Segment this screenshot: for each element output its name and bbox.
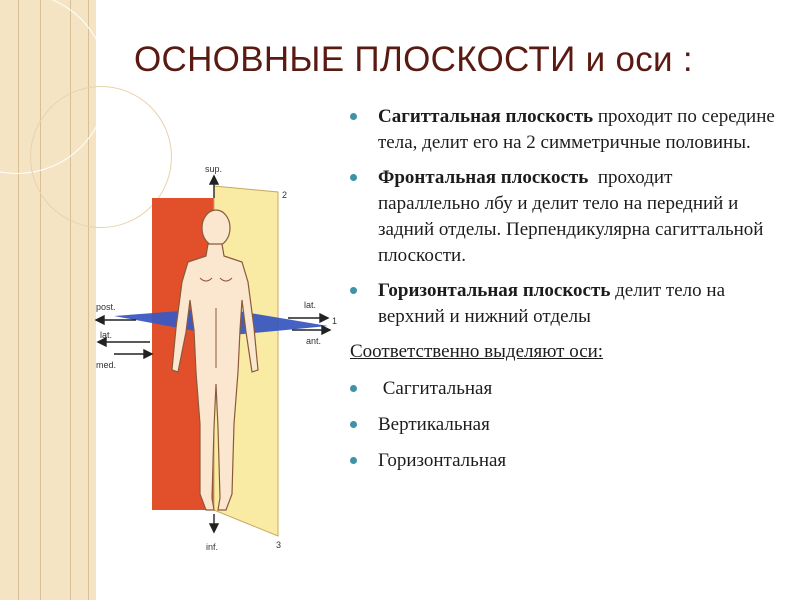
bullet-text: проходит по середине тела, делит его на 2 симметричные половины.: [378, 106, 775, 153]
bullet-text: делит тело на верхний и нижний отделы: [378, 280, 725, 327]
term-sagittal: Сагиттальная плоскость: [378, 106, 594, 127]
axis-item: [348, 376, 778, 402]
body-planes-figure: [92, 158, 348, 556]
label-lat-right: lat.: [304, 300, 317, 310]
label-plane-2: 2: [282, 190, 288, 200]
label-plane-3: 3: [276, 540, 282, 550]
label-inf: inf.: [206, 542, 219, 552]
label-sup: sup.: [205, 164, 223, 174]
axis-item: [348, 448, 778, 474]
bullet-icon: [350, 113, 357, 120]
bullet-icon: [350, 174, 357, 181]
slide-title: ОСНОВНЫЕ ПЛОСКОСТИ и оси :: [134, 40, 693, 79]
body-head: [202, 210, 230, 246]
bullet-icon: [350, 385, 357, 392]
label-plane-1: 1: [332, 316, 338, 326]
bullet-item: [348, 278, 778, 330]
label-lat-left: lat.: [100, 330, 113, 340]
bullet-icon: [350, 287, 357, 294]
term-horizontal: Горизонтальная плоскость: [378, 280, 611, 301]
bullet-icon: [350, 421, 357, 428]
arrow-head: [210, 176, 218, 184]
label-med: med.: [96, 360, 117, 370]
axis-horizontal: Горизонтальная: [378, 450, 507, 471]
planes-diagram: [92, 158, 348, 556]
arrow-head: [144, 350, 152, 358]
slide-content: [348, 104, 778, 484]
arrow-head: [320, 314, 328, 322]
axis-vertical: Вертикальная: [378, 414, 490, 435]
arrow-head: [322, 326, 330, 334]
bullet-icon: [350, 457, 357, 464]
arrow-head: [210, 524, 218, 532]
axis-item: [348, 412, 778, 438]
axes-heading: Соответственно выделяют оси:: [350, 341, 604, 362]
bullet-item: [348, 104, 778, 156]
arrow-head: [96, 316, 104, 324]
axis-sagittal: Саггитальная: [378, 378, 493, 399]
label-post: post.: [96, 302, 116, 312]
term-frontal: Фронтальная плоскость: [378, 167, 589, 188]
bullet-text: проходит параллельно лбу и делит тело на передний и задний отделы. Перпендикулярна сагиттальной плоскости.: [378, 167, 769, 266]
bullet-item: [348, 165, 778, 269]
label-ant: ant.: [306, 336, 322, 346]
